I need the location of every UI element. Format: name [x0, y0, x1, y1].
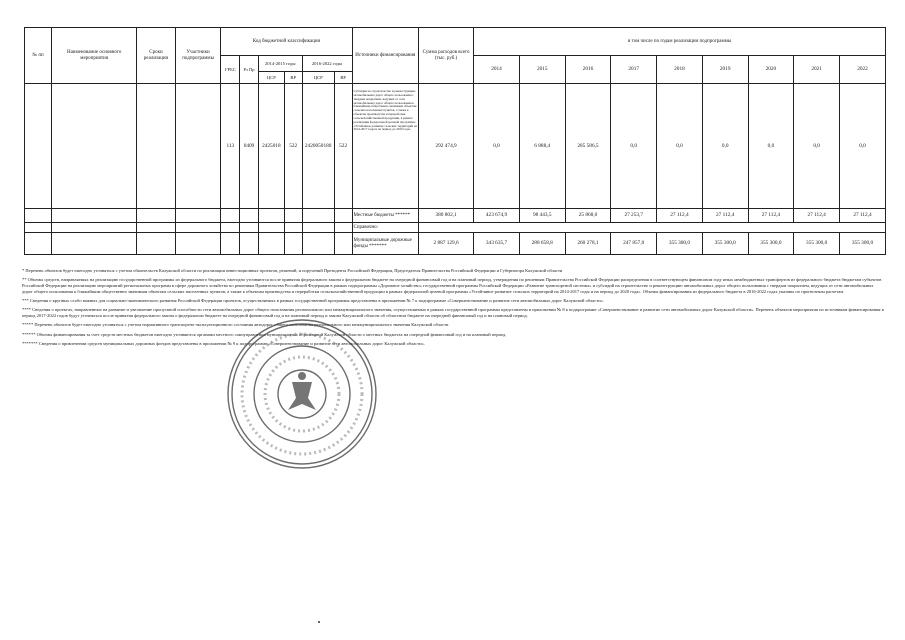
cell-local-2014: 423 674,9 — [474, 209, 520, 223]
cell-2016: 285 586,5 — [565, 84, 611, 209]
cell-mun-2019: 355 300,0 — [702, 233, 748, 255]
row-participants — [175, 84, 221, 209]
header-years: в том числе по годам реализации подпрограммы — [474, 28, 886, 56]
footnote-2: ** Объемы средств, направляемых на реализацию государственной программы из федерального бюджета, ежегодно уточняются после принятия федерального закона о федеральном бюджете на очередной финансовый год и на плановый период, утверждения по решениям Правительства Российской Федерации распределения в соответствующем финансовом году иных межбюджетных трансфертов из федерального бюджета бюджетам субъектов Российской Федерации на реализацию мероприятий региональных программ в сфере дорожного хозяйства по решениям Правительства Российской Федерации в рамках подпрограммы «Дорожное хозяйство» государственной программы Российской Федерации «Развитие транспортной системы» и субсидий на строительство и реконструкцию автомобильных дорог общего пользования с твердым покрытием, ведущих от сети автомобильных дорог общего пользования к ближайшим общественно значимым объектам сельских населенных пунктов, а также к объектам производства и переработки сельскохозяйственной продукции в рамках федеральной целевой программы «Устойчивое развитие сельских территорий на 2014-2017 годы и на период до 2020 года». Объемы финансирования из федерального бюджета в 2016-2022 годах указаны по прогнозным расчетам. — [22, 277, 882, 295]
cell-2014: 0,0 — [474, 84, 520, 209]
cell-mun-2014: 343 635,7 — [474, 233, 520, 255]
header-vr1: ВР — [284, 72, 302, 84]
cell-local-2021: 27 112,4 — [794, 209, 840, 223]
footnote-5: ***** Перечень объектов будет ежегодно уточняться с учетом нормативного транспортно-эксплуатационного состояния автодорог общего пользования регионального или межмуниципального значения Калужской области — [22, 322, 449, 328]
cell-2018: 0,0 — [657, 84, 703, 209]
header-csr2: ЦСР — [302, 72, 334, 84]
header-budget-code: Код бюджетной классификации — [221, 28, 352, 56]
cell-mun-2020: 355 300,0 — [748, 233, 794, 255]
cell-vr2: 522 — [334, 84, 352, 209]
header-period2: 2016-2022 годы — [302, 56, 352, 72]
cell-local-2018: 27 112,4 — [657, 209, 703, 223]
cell-csr1: 2425018 — [258, 84, 284, 209]
header-number: № пп — [25, 28, 52, 84]
cell-2017: 0,0 — [611, 84, 657, 209]
program-table — [24, 27, 886, 255]
cell-2022: 0,0 — [840, 84, 886, 209]
cell-local-2017: 27 253,7 — [611, 209, 657, 223]
row-number — [25, 84, 52, 209]
footnote-4: **** Сведения о проектах, направленных на развитие и увеличение пропускной способности сети автомобильных дорог общего пользования регионального или межмуниципального значения, осуществляемых в рамках государственной программы представлены в приложении № 8 к подпрограмме «Совершенствование и развитие сети автомобильных дорог Калужской области». Перечень объектов мероприятия по источникам финансирования в период 2017-2022 годов будут уточняться после принятия федерального закона о федеральном бюджете на очередной финансовый год и на плановый период и закона Калужской области об областном бюджете на очередной финансовый год и на плановый период. — [22, 307, 884, 319]
cell-local-2016: 25 868,0 — [565, 209, 611, 223]
cell-total: 292 474,9 — [419, 84, 474, 209]
footnotes — [22, 268, 884, 350]
cell-local-2020: 27 112,4 — [748, 209, 794, 223]
footnote-1: * Перечень объектов будет ежегодно уточняться с учетом обязательств Калужской области по реализации инвестиционных проектов, решений, и поручений Президента Российской Федерации, Председателя Правительства Российской Федерации и Губернатора Калужской области — [22, 268, 563, 273]
cell-mun-2017: 247 857,0 — [611, 233, 657, 255]
cell-local-total: 380 802,1 — [419, 209, 474, 223]
header-participants: Участники подпрограммы — [175, 28, 221, 84]
year-2022: 2022 — [840, 56, 886, 84]
footnote-7: ******* Сведения о привлечении средств муниципальных дорожных фондов представлены в приложении № 9 к подпрограмме «Совершенствование и развитие сети автомобильных дорог Калужской области». — [22, 340, 425, 346]
cell-local-2015: 98 443,5 — [519, 209, 565, 223]
footnote-3: *** Сведения о крупных особо важных для социально-экономического развития Российской Федерации проектов, осуществляемых в рамках государственной программы представлены в приложении № 7 к подпрограмме «Совершенствование и развитие сети автомобильных дорог Калужской области». — [22, 298, 604, 304]
cell-mun-2016: 260 278,1 — [565, 233, 611, 255]
row-measure — [52, 84, 137, 209]
year-2018: 2018 — [657, 56, 703, 84]
cell-mun-2021: 355 300,0 — [794, 233, 840, 255]
cell-local-budgets-label: Местные бюджеты ****** — [352, 209, 419, 223]
header-sources: Источники финансирования — [352, 28, 419, 84]
cell-rzpr: 0409 — [240, 84, 259, 209]
cell-mun-2018: 355 300,0 — [657, 233, 703, 255]
cell-2020: 0,0 — [748, 84, 794, 209]
header-rzpr: Рз Пр — [240, 56, 259, 84]
footnote-6: ****** Объемы финансирования за счет средств местных бюджетов ежегодно уточняются органами местного самоуправления муниципальных образований Калужской области о местных бюджетах на очередной финансовый год и на плановый период. — [22, 331, 507, 337]
cell-csr2: 2420050180 — [302, 84, 334, 209]
year-2017: 2017 — [611, 56, 657, 84]
cell-2021: 0,0 — [794, 84, 840, 209]
year-2014: 2014 — [474, 56, 520, 84]
year-2021: 2021 — [794, 56, 840, 84]
cell-2019: 0,0 — [702, 84, 748, 209]
header-total: Сумма расходов всего (тыс. руб.) — [419, 28, 474, 84]
cell-local-2022: 27 112,4 — [840, 209, 886, 223]
cell-source-text: Субсидии на строительство и реконструкцию автомобильных дорог общего пользования с твердым покрытием, ведущих от сети автомобильных дорог общего пользования к ближайшим общественно значимым объектам сельских населенных пунктов, а также к объектам производства и переработки сельскохозяйственной продукции, в рамках реализации федеральной целевой программы «Устойчивое развитие сельских территорий на 2014-2017 годы и на период до 2020 года» — [352, 84, 419, 209]
cell-2015: 6 888,4 — [519, 84, 565, 209]
cell-mun-2015: 288 658,8 — [519, 233, 565, 255]
cell-vr1: 522 — [284, 84, 302, 209]
cell-reference-label: Справочно: — [352, 223, 419, 233]
cell-municipal-label: Муниципальные дорожные фонды ******* — [352, 233, 419, 255]
scan-speck — [318, 621, 320, 623]
year-2016: 2016 — [565, 56, 611, 84]
cell-municipal-total: 2 887 129,6 — [419, 233, 474, 255]
cell-mun-2022: 355 300,0 — [840, 233, 886, 255]
header-measure: Наименование основного мероприятия — [52, 28, 137, 84]
header-grbs: ГРБС — [221, 56, 240, 84]
cell-grbs: 113 — [221, 84, 240, 209]
header-vr2: ВР — [334, 72, 352, 84]
header-csr1: ЦСР — [258, 72, 284, 84]
official-seal-stamp — [222, 314, 382, 474]
header-terms: Сроки реализации — [137, 28, 175, 84]
year-2020: 2020 — [748, 56, 794, 84]
row-terms — [137, 84, 175, 209]
year-2019: 2019 — [702, 56, 748, 84]
year-2015: 2015 — [519, 56, 565, 84]
header-period1: 2014-2015 годы — [258, 56, 302, 72]
cell-local-2019: 27 112,4 — [702, 209, 748, 223]
